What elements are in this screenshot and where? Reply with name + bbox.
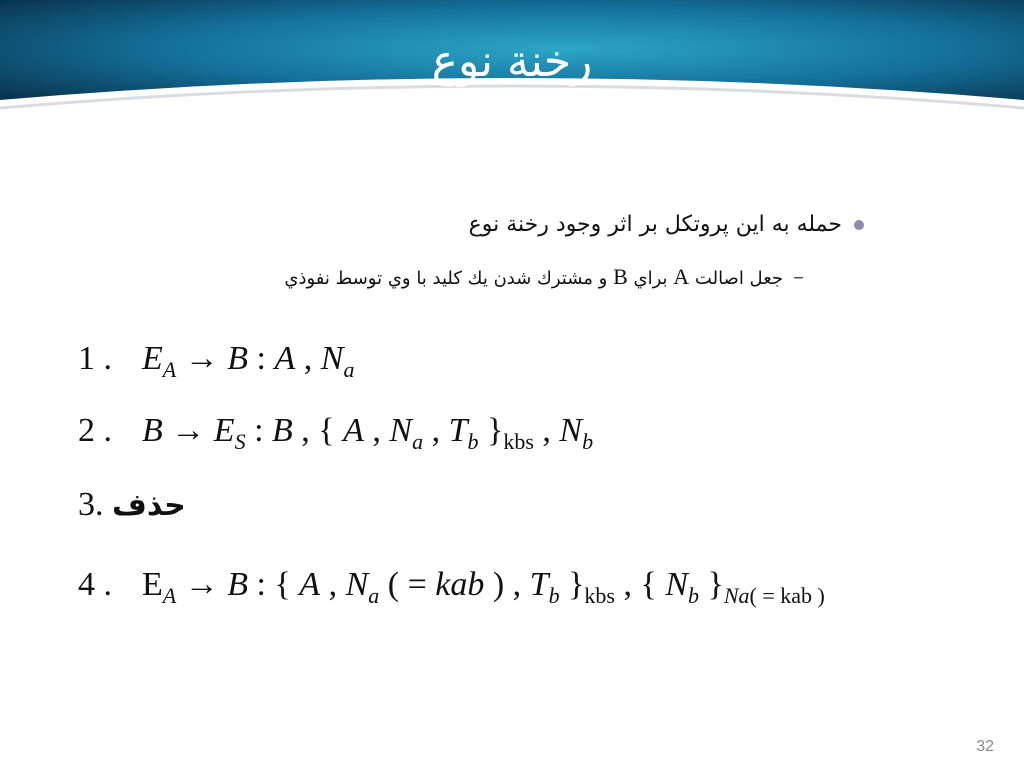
eq4-kbs: kbs xyxy=(584,583,615,608)
sub-text-a: A xyxy=(673,264,690,289)
eq2-e: E xyxy=(213,412,235,449)
eq1-e-sub: A xyxy=(162,357,177,382)
eq2-open: , { xyxy=(292,412,344,449)
eq2-n-sub: a xyxy=(412,429,424,454)
eq4-comma1: , xyxy=(320,566,346,603)
eq4-arrow: → xyxy=(176,566,228,603)
eq1-arrow: → xyxy=(176,340,228,377)
eq2-t-sub: b xyxy=(467,429,479,454)
eq2-n: N xyxy=(389,412,413,449)
dash-icon: – xyxy=(793,264,804,290)
eq4-number: 4 . xyxy=(78,566,112,603)
eq2-n2-sub: b xyxy=(582,429,594,454)
eq2-close: } xyxy=(478,412,504,449)
eq1-colon: : xyxy=(248,340,275,377)
eq4-n-sub: a xyxy=(368,583,380,608)
page-number: 32 xyxy=(976,738,994,755)
eq4-close: } xyxy=(559,566,585,603)
equation-3 xyxy=(78,486,186,524)
eq4-n: N xyxy=(345,566,369,603)
bullet-item-main xyxy=(469,212,864,237)
eq4-paren-close: ) , xyxy=(484,566,530,603)
eq4-n2-sub: b xyxy=(688,583,699,608)
sub-bullet-item xyxy=(284,264,804,290)
eq4-a: A xyxy=(299,566,321,603)
eq2-n2: N xyxy=(559,412,583,449)
eq4-paren: ( = xyxy=(379,566,436,603)
eq1-a: A xyxy=(274,340,296,377)
eq4-final-sub-na: Na xyxy=(723,583,750,608)
eq4-e-sub: A xyxy=(162,583,177,608)
eq4-t: T xyxy=(529,566,549,603)
eq1-n: N xyxy=(320,340,344,377)
bullet-text: حمله به اين پروتكل بر اثر وجود رخنة نوع xyxy=(468,212,842,237)
eq3-word: حذف xyxy=(112,488,186,523)
sub-bullet-text xyxy=(284,264,783,290)
eq3-number: 3. xyxy=(78,486,104,523)
eq1-comma: , xyxy=(295,340,321,377)
slide-title: رخنة نوع xyxy=(431,36,593,87)
eq1-number: 1 . xyxy=(78,340,112,377)
eq2-b: B xyxy=(142,412,163,449)
eq4-t-sub: b xyxy=(548,583,560,608)
equation-4 xyxy=(78,566,825,608)
eq4-e: E xyxy=(142,566,163,603)
sub-text-mid: براي xyxy=(633,268,668,289)
eq2-kbs: kbs xyxy=(503,429,534,454)
equation-1 xyxy=(78,340,355,382)
eq2-b2: B xyxy=(272,412,293,449)
eq2-comma2: , xyxy=(423,412,449,449)
eq2-e-sub: S xyxy=(234,429,246,454)
eq1-n-sub: a xyxy=(343,357,355,382)
eq2-t: T xyxy=(448,412,468,449)
eq2-comma3: , xyxy=(533,412,560,449)
eq2-a: A xyxy=(343,412,364,449)
equation-2 xyxy=(78,412,594,454)
eq2-comma1: , xyxy=(363,412,390,449)
sub-text-pre: جعل اصالت xyxy=(694,268,783,289)
sub-text-post: و مشترك شدن يك كليد با وي توسط نفوذي xyxy=(284,268,608,289)
eq4-open: : { xyxy=(248,566,300,603)
eq4-final-sub-rest: ( = kab ) xyxy=(749,583,825,608)
eq4-comma2: , { xyxy=(614,566,666,603)
eq4-n2: N xyxy=(665,566,688,603)
eq4-kab: kab xyxy=(435,566,485,603)
eq2-number: 2 . xyxy=(78,412,112,449)
eq2-colon: : xyxy=(245,412,273,449)
eq4-close2: } xyxy=(699,566,724,603)
bullet-dot-icon xyxy=(854,220,864,230)
sub-text-b: B xyxy=(613,264,628,289)
eq2-arrow: → xyxy=(162,412,214,449)
eq1-e: E xyxy=(142,340,163,377)
eq4-b: B xyxy=(227,566,249,603)
eq1-b: B xyxy=(227,340,249,377)
